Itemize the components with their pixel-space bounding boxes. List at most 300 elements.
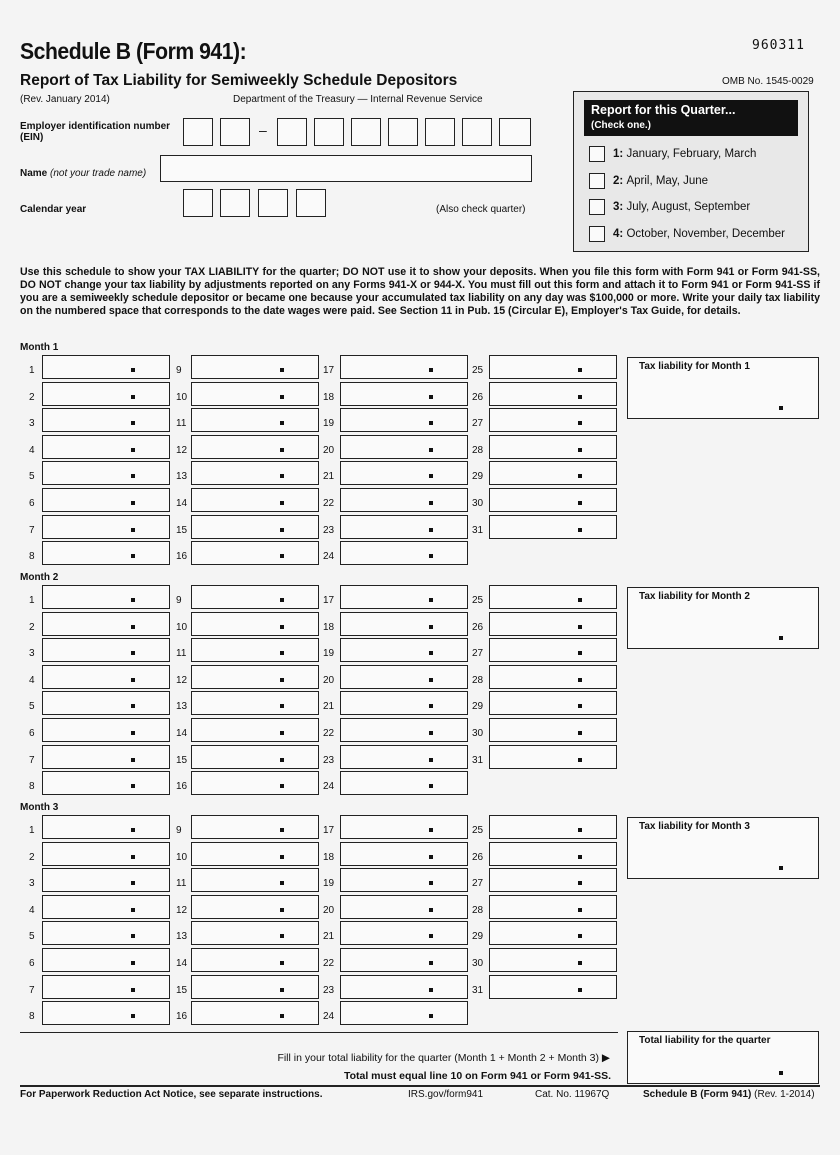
day-amount-input[interactable] <box>191 771 319 795</box>
day-amount-input[interactable] <box>489 921 617 945</box>
decimal-point <box>280 988 284 992</box>
decimal-point <box>429 704 433 708</box>
divider <box>20 1032 618 1033</box>
day-amount-input[interactable] <box>42 665 170 689</box>
day-number: 6 <box>29 728 35 739</box>
day-amount-input[interactable] <box>489 842 617 866</box>
day-amount-input[interactable] <box>340 815 468 839</box>
day-amount-input[interactable] <box>340 355 468 379</box>
day-amount-input[interactable] <box>489 355 617 379</box>
day-amount-input[interactable] <box>340 515 468 539</box>
day-amount-input[interactable] <box>42 948 170 972</box>
decimal-point <box>280 758 284 762</box>
decimal-point <box>280 828 284 832</box>
decimal-point <box>280 421 284 425</box>
day-amount-input[interactable] <box>191 718 319 742</box>
day-number: 14 <box>176 498 188 509</box>
ein-label: Employer identification number (EIN) <box>20 121 171 143</box>
day-amount-input[interactable] <box>191 585 319 609</box>
decimal-point <box>131 881 135 885</box>
day-amount-input[interactable] <box>340 1001 468 1025</box>
day-number: 26 <box>472 621 484 633</box>
day-number: 15 <box>176 524 188 536</box>
decimal-point <box>131 988 135 992</box>
day-amount-input[interactable] <box>191 745 319 769</box>
day-number: 8 <box>29 1011 35 1023</box>
day-number: 19 <box>323 418 335 430</box>
decimal-point <box>131 528 135 532</box>
day-number: 14 <box>176 958 188 969</box>
month-total-label: Tax liability for Month 3 <box>639 821 750 832</box>
day-number: 31 <box>472 524 484 536</box>
calendar-year-label: Calendar year <box>20 204 87 215</box>
decimal-point <box>578 528 582 532</box>
day-number: 24 <box>323 781 335 793</box>
decimal-point <box>429 448 433 452</box>
decimal-point <box>779 1071 783 1075</box>
decimal-point <box>429 908 433 912</box>
day-number: 10 <box>176 851 188 863</box>
day-number: 5 <box>29 471 35 483</box>
year-digit-box[interactable] <box>296 189 326 217</box>
decimal-point <box>578 598 582 602</box>
decimal-point <box>280 554 284 558</box>
month-total-box[interactable] <box>627 817 819 879</box>
day-amount-input[interactable] <box>42 541 170 565</box>
day-number: 26 <box>472 391 484 403</box>
decimal-point <box>280 961 284 965</box>
day-amount-input[interactable] <box>340 948 468 972</box>
day-number: 7 <box>29 984 35 996</box>
day-amount-input[interactable] <box>191 691 319 715</box>
day-amount-input[interactable] <box>489 515 617 539</box>
decimal-point <box>131 961 135 965</box>
day-amount-input[interactable] <box>42 815 170 839</box>
quarter-option-2[interactable]: 2: April, May, June <box>589 173 708 189</box>
day-number: 14 <box>176 728 188 739</box>
quarter-total-label: Total liability for the quarter <box>639 1035 771 1046</box>
footer-rule <box>20 1085 820 1087</box>
decimal-point <box>131 651 135 655</box>
day-amount-input[interactable] <box>42 408 170 432</box>
day-amount-input[interactable] <box>191 435 319 459</box>
day-amount-input[interactable] <box>191 948 319 972</box>
instructions-text: Use this schedule to show your TAX LIABILITY for the quarter; DO NOT use it to show your deposits. When you file this form with Form 941 or Form 941-SS, DO NOT change your tax liability by adjustments reported on any Forms 941-X or 944-X. You must fill out this form and attach it to Form 941 or Form 941-SS if you are a semiweekly schedule depositor or became one because your accumulated tax liability on any day was $100,000 or more. Write your daily tax liability on the numbered space that corresponds to the date wages were paid. See Section 11 in Pub. 15 (Circular E), Employer's Tax Guide, for details. <box>20 266 820 317</box>
day-amount-input[interactable] <box>340 435 468 459</box>
name-input[interactable] <box>160 155 532 182</box>
day-amount-input[interactable] <box>191 638 319 662</box>
day-amount-input[interactable] <box>489 435 617 459</box>
day-amount-input[interactable] <box>42 718 170 742</box>
ein-digit-box[interactable] <box>388 118 418 146</box>
day-number: 11 <box>176 648 187 660</box>
day-amount-input[interactable] <box>42 691 170 715</box>
ein-digit-box[interactable] <box>462 118 492 146</box>
day-number: 18 <box>323 391 335 403</box>
decimal-point <box>429 855 433 859</box>
day-amount-input[interactable] <box>42 745 170 769</box>
day-number: 19 <box>323 648 335 660</box>
day-amount-input[interactable] <box>42 515 170 539</box>
decimal-point <box>429 625 433 629</box>
decimal-point <box>131 704 135 708</box>
day-amount-input[interactable] <box>42 895 170 919</box>
day-amount-input[interactable] <box>340 771 468 795</box>
day-amount-input[interactable] <box>340 488 468 512</box>
day-number: 10 <box>176 621 188 633</box>
fill-in-instruction: Fill in your total liability for the quarter (Month 1 + Month 2 + Month 3) ▶ <box>277 1052 610 1064</box>
ein-digit-box[interactable] <box>220 118 250 146</box>
day-number: 21 <box>323 931 335 943</box>
year-digit-box[interactable] <box>258 189 288 217</box>
decimal-point <box>779 636 783 640</box>
form-subtitle: Report of Tax Liability for Semiweekly Schedule Depositors <box>20 72 458 89</box>
day-number: 29 <box>472 471 484 483</box>
day-amount-input[interactable] <box>191 975 319 999</box>
decimal-point <box>429 934 433 938</box>
ein-digit-box[interactable] <box>425 118 455 146</box>
day-number: 22 <box>323 728 335 739</box>
decimal-point <box>280 1014 284 1018</box>
month-label: Month 3 <box>20 802 59 813</box>
day-number: 3 <box>29 418 35 430</box>
day-number: 16 <box>176 551 188 563</box>
day-amount-input[interactable] <box>489 408 617 432</box>
decimal-point <box>280 731 284 735</box>
decimal-point <box>280 395 284 399</box>
name-label: Name (not your trade name) <box>20 168 147 179</box>
day-number: 22 <box>323 958 335 969</box>
decimal-point <box>578 474 582 478</box>
decimal-point <box>578 908 582 912</box>
day-amount-input[interactable] <box>42 1001 170 1025</box>
day-amount-input[interactable] <box>340 691 468 715</box>
day-amount-input[interactable] <box>191 1001 319 1025</box>
day-number: 13 <box>176 701 188 713</box>
day-amount-input[interactable] <box>191 921 319 945</box>
day-amount-input[interactable] <box>489 948 617 972</box>
day-number: 28 <box>472 674 484 686</box>
decimal-point <box>429 368 433 372</box>
decimal-point <box>578 448 582 452</box>
month-label: Month 1 <box>20 342 59 353</box>
decimal-point <box>280 678 284 682</box>
month-total-box[interactable] <box>627 357 819 419</box>
decimal-point <box>429 501 433 505</box>
day-amount-input[interactable] <box>191 612 319 636</box>
decimal-point <box>578 988 582 992</box>
decimal-point <box>429 474 433 478</box>
day-amount-input[interactable] <box>489 612 617 636</box>
day-number: 25 <box>472 825 484 836</box>
paperwork-notice: For Paperwork Reduction Act Notice, see separate instructions. <box>20 1089 323 1100</box>
day-number: 31 <box>472 754 484 766</box>
day-amount-input[interactable] <box>42 435 170 459</box>
day-amount-input[interactable] <box>489 665 617 689</box>
day-number: 25 <box>472 595 484 606</box>
decimal-point <box>429 678 433 682</box>
decimal-point <box>280 855 284 859</box>
decimal-point <box>280 625 284 629</box>
decimal-point <box>429 784 433 788</box>
ein-digit-box[interactable] <box>499 118 531 146</box>
year-digit-box[interactable] <box>220 189 250 217</box>
decimal-point <box>779 406 783 410</box>
day-amount-input[interactable] <box>42 585 170 609</box>
day-number: 17 <box>323 595 335 606</box>
checkbox[interactable] <box>589 146 605 162</box>
day-number: 24 <box>323 551 335 563</box>
day-number: 23 <box>323 984 335 996</box>
decimal-point <box>429 881 433 885</box>
decimal-point <box>131 368 135 372</box>
quarter-total-box[interactable] <box>627 1031 819 1084</box>
day-amount-input[interactable] <box>42 975 170 999</box>
day-amount-input[interactable] <box>191 408 319 432</box>
decimal-point <box>429 598 433 602</box>
decimal-point <box>578 934 582 938</box>
decimal-point <box>131 421 135 425</box>
decimal-point <box>578 651 582 655</box>
form-code: 960311 <box>752 38 805 53</box>
day-number: 12 <box>176 444 188 456</box>
day-number: 20 <box>323 444 335 456</box>
omb-number: OMB No. 1545-0029 <box>722 76 814 87</box>
checkbox[interactable] <box>589 199 605 215</box>
day-amount-input[interactable] <box>340 585 468 609</box>
day-amount-input[interactable] <box>489 975 617 999</box>
decimal-point <box>131 598 135 602</box>
day-amount-input[interactable] <box>340 718 468 742</box>
form-title: Schedule B (Form 941): <box>20 38 247 64</box>
day-number: 17 <box>323 825 335 836</box>
day-number: 23 <box>323 524 335 536</box>
day-number: 1 <box>29 365 35 376</box>
day-amount-input[interactable] <box>340 842 468 866</box>
ein-digit-box[interactable] <box>314 118 344 146</box>
day-number: 7 <box>29 524 35 536</box>
day-number: 11 <box>176 878 187 890</box>
decimal-point <box>578 368 582 372</box>
day-number: 1 <box>29 825 35 836</box>
day-number: 30 <box>472 498 484 509</box>
day-amount-input[interactable] <box>340 541 468 565</box>
day-number: 26 <box>472 851 484 863</box>
day-number: 9 <box>176 365 182 376</box>
decimal-point <box>280 651 284 655</box>
decimal-point <box>131 758 135 762</box>
day-number: 6 <box>29 498 35 509</box>
quarter-option-4[interactable]: 4: October, November, December <box>589 226 785 242</box>
checkbox[interactable] <box>589 226 605 242</box>
day-number: 28 <box>472 444 484 456</box>
day-amount-input[interactable] <box>191 815 319 839</box>
day-amount-input[interactable] <box>42 771 170 795</box>
month-label: Month 2 <box>20 572 59 583</box>
decimal-point <box>429 421 433 425</box>
day-number: 7 <box>29 754 35 766</box>
decimal-point <box>280 784 284 788</box>
ein-digit-box[interactable] <box>351 118 381 146</box>
decimal-point <box>131 625 135 629</box>
cat-number: Cat. No. 11967Q <box>535 1089 610 1100</box>
decimal-point <box>578 961 582 965</box>
day-amount-input[interactable] <box>191 868 319 892</box>
day-number: 5 <box>29 931 35 943</box>
day-amount-input[interactable] <box>340 975 468 999</box>
day-number: 9 <box>176 595 182 606</box>
day-number: 17 <box>323 365 335 376</box>
day-amount-input[interactable] <box>191 355 319 379</box>
decimal-point <box>131 554 135 558</box>
day-amount-input[interactable] <box>42 842 170 866</box>
day-number: 12 <box>176 674 188 686</box>
day-amount-input[interactable] <box>489 691 617 715</box>
month-total-box[interactable] <box>627 587 819 649</box>
day-amount-input[interactable] <box>489 745 617 769</box>
decimal-point <box>280 501 284 505</box>
day-number: 19 <box>323 878 335 890</box>
day-number: 28 <box>472 904 484 916</box>
decimal-point <box>578 625 582 629</box>
day-number: 3 <box>29 648 35 660</box>
day-number: 2 <box>29 391 35 403</box>
department-name: Department of the Treasury — Internal Revenue Service <box>233 94 483 105</box>
day-amount-input[interactable] <box>191 488 319 512</box>
day-number: 6 <box>29 958 35 969</box>
decimal-point <box>429 554 433 558</box>
day-amount-input[interactable] <box>191 541 319 565</box>
day-number: 13 <box>176 471 188 483</box>
month-total-label: Tax liability for Month 2 <box>639 591 750 602</box>
day-amount-input[interactable] <box>489 868 617 892</box>
day-number: 27 <box>472 648 484 660</box>
day-number: 1 <box>29 595 35 606</box>
day-amount-input[interactable] <box>42 461 170 485</box>
day-amount-input[interactable] <box>489 585 617 609</box>
day-amount-input[interactable] <box>42 612 170 636</box>
day-amount-input[interactable] <box>489 461 617 485</box>
day-amount-input[interactable] <box>340 612 468 636</box>
day-amount-input[interactable] <box>489 895 617 919</box>
day-amount-input[interactable] <box>489 382 617 406</box>
day-amount-input[interactable] <box>42 355 170 379</box>
day-number: 23 <box>323 754 335 766</box>
decimal-point <box>429 651 433 655</box>
day-amount-input[interactable] <box>340 382 468 406</box>
day-amount-input[interactable] <box>191 461 319 485</box>
decimal-point <box>131 784 135 788</box>
quarter-header: Report for this Quarter... (Check one.) <box>584 100 798 136</box>
decimal-point <box>131 1014 135 1018</box>
decimal-point <box>779 866 783 870</box>
day-amount-input[interactable] <box>42 638 170 662</box>
day-number: 30 <box>472 958 484 969</box>
month-total-label: Tax liability for Month 1 <box>639 361 750 372</box>
quarter-option-1[interactable]: 1: January, February, March <box>589 146 756 162</box>
day-amount-input[interactable] <box>489 488 617 512</box>
day-amount-input[interactable] <box>340 665 468 689</box>
decimal-point <box>131 474 135 478</box>
day-number: 21 <box>323 701 335 713</box>
irs-url[interactable]: IRS.gov/form941 <box>408 1089 484 1100</box>
day-number: 22 <box>323 498 335 509</box>
day-amount-input[interactable] <box>340 921 468 945</box>
decimal-point <box>131 731 135 735</box>
day-number: 8 <box>29 781 35 793</box>
day-number: 20 <box>323 904 335 916</box>
day-amount-input[interactable] <box>340 868 468 892</box>
decimal-point <box>280 598 284 602</box>
day-amount-input[interactable] <box>42 488 170 512</box>
day-number: 27 <box>472 878 484 890</box>
day-amount-input[interactable] <box>42 382 170 406</box>
day-number: 2 <box>29 621 35 633</box>
day-amount-input[interactable] <box>191 842 319 866</box>
decimal-point <box>429 1014 433 1018</box>
checkbox[interactable] <box>589 173 605 189</box>
decimal-point <box>429 961 433 965</box>
decimal-point <box>578 678 582 682</box>
decimal-point <box>429 395 433 399</box>
day-amount-input[interactable] <box>340 638 468 662</box>
day-number: 18 <box>323 851 335 863</box>
year-digit-box[interactable] <box>183 189 213 217</box>
decimal-point <box>280 448 284 452</box>
day-amount-input[interactable] <box>489 718 617 742</box>
day-amount-input[interactable] <box>340 745 468 769</box>
day-number: 4 <box>29 674 35 686</box>
day-number: 3 <box>29 878 35 890</box>
day-amount-input[interactable] <box>191 895 319 919</box>
ein-digit-box[interactable] <box>277 118 307 146</box>
day-number: 24 <box>323 1011 335 1023</box>
day-amount-input[interactable] <box>42 921 170 945</box>
ein-digit-box[interactable] <box>183 118 213 146</box>
day-number: 10 <box>176 391 188 403</box>
decimal-point <box>578 881 582 885</box>
day-number: 27 <box>472 418 484 430</box>
decimal-point <box>429 528 433 532</box>
decimal-point <box>131 908 135 912</box>
day-amount-input[interactable] <box>42 868 170 892</box>
day-amount-input[interactable] <box>340 895 468 919</box>
day-amount-input[interactable] <box>340 461 468 485</box>
day-number: 5 <box>29 701 35 713</box>
decimal-point <box>131 934 135 938</box>
decimal-point <box>429 828 433 832</box>
quarter-option-3[interactable]: 3: July, August, September <box>589 199 750 215</box>
day-number: 13 <box>176 931 188 943</box>
decimal-point <box>131 448 135 452</box>
decimal-point <box>131 678 135 682</box>
decimal-point <box>131 855 135 859</box>
day-number: 4 <box>29 444 35 456</box>
day-amount-input[interactable] <box>489 815 617 839</box>
day-amount-input[interactable] <box>191 515 319 539</box>
day-amount-input[interactable] <box>191 665 319 689</box>
decimal-point <box>280 474 284 478</box>
decimal-point <box>578 731 582 735</box>
day-amount-input[interactable] <box>340 408 468 432</box>
day-amount-input[interactable] <box>489 638 617 662</box>
day-amount-input[interactable] <box>191 382 319 406</box>
decimal-point <box>280 368 284 372</box>
day-number: 16 <box>176 1011 188 1023</box>
day-number: 15 <box>176 984 188 996</box>
day-number: 12 <box>176 904 188 916</box>
decimal-point <box>429 988 433 992</box>
